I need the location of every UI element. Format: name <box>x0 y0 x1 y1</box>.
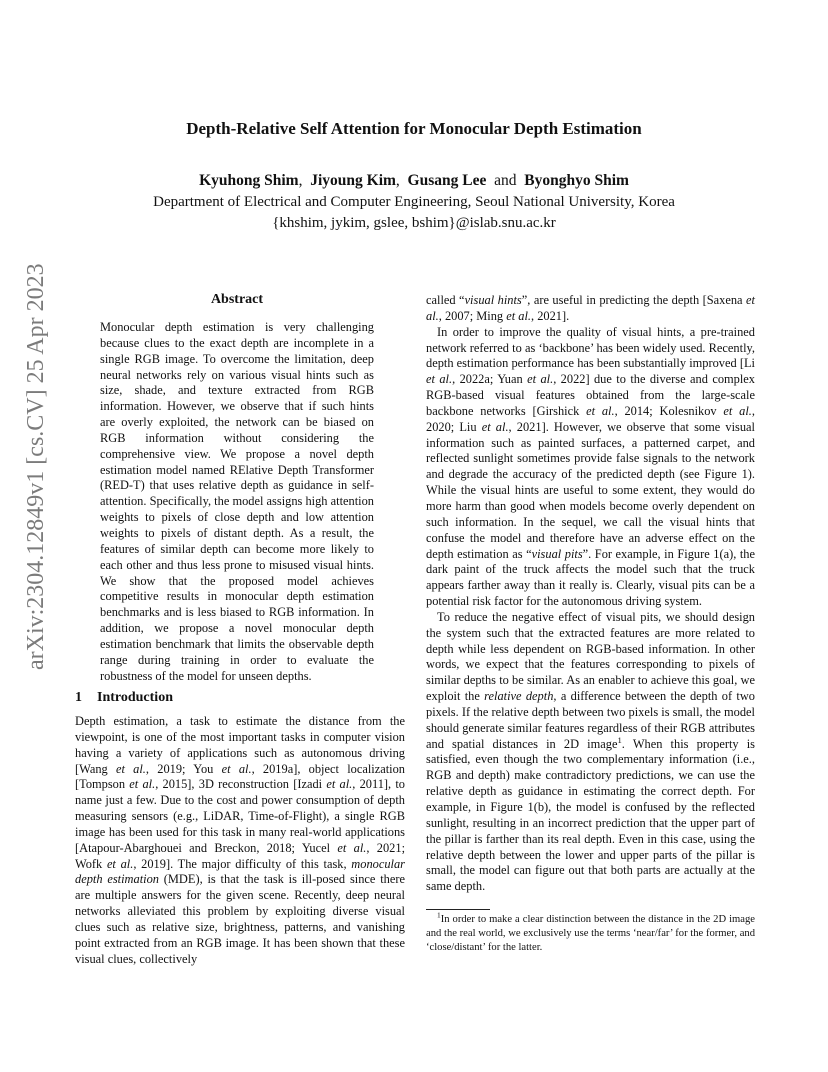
section-heading-introduction <box>75 689 405 707</box>
abstract-heading: Abstract <box>210 292 264 307</box>
footnote-number: 1 <box>437 910 441 920</box>
abstract-text: Monocular depth estimation is very challenging because clues to the exact depth are incomplete in a single RGB image. To overcome the limitation, deep neural networks rely on various visual hints such as size, shade, and texture extracted from RGB information. However, we observe that if such hints are overly exploited, the network can be biased on RGB information without considering the comprehensive view. We propose a novel depth estimation model named RElative Depth Transformer (RED-T) that uses relative depth as guidance in self-attention. Specifically, the model assigns high attention weights to pixels of close depth and low attention weights to pixels of distant depth. As a result, the features of similar depth can become more likely to each other and thus less prone to misused visual hints. We show that the proposed model achieves competitive results in monocular depth estimation benchmarks and is less biased to RGB information. In addition, we propose a novel monocular depth estimation benchmark that limits the observable depth range during training in order to evaluate the robustness of the model for unseen depths. <box>100 320 374 683</box>
introduction-paragraph: Depth estimation, a task to estimate the distance from the viewpoint, is one of the most important tasks in computer vision having a variety of applications such as autonomous driving [Wang et al., 2019; You et al., 2019a], object localization [Tompson et al., 2015], 3D reconstruction [Izadi et al., 2011], to name just a few. Due to the cost and power consumption of depth measuring sensors (e.g., LiDAR, Time-of-Flight), a single RGB image has been used for this task in many real-world applications [Atapour-Abarghouei and Breckon, 2018; Yucel et al., 2021; Wofk et al., 2019]. The major difficulty of this task, monocular depth estimation (MDE), is that the task is ill-posed since there are multiple answers for the given scene. Recently, deep neural networks alleviated this problem by exploiting diverse visual clues such as relative size, brightness, patterns, and vanishing point extracted from an RGB image. It has been shown that these visual clues, collectively <box>75 714 406 966</box>
body-paragraph: called “visual hints”, are useful in predicting the depth [Saxena et al., 2007; Ming et al., 2021]. <box>426 293 755 323</box>
affiliation: Department of Electrical and Computer Engineering, Seoul National University, Korea <box>153 194 675 210</box>
body-paragraph: To reduce the negative effect of visual pits, we should design the system such that the extracted features are more related to depth while less dependent on RGB-based information. In other words, we expect that the features corresponding to pixels of similar depths to be similar. As an enabler to achieve this goal, we exploit the relative depth, a difference between the depth of two pixels. If the relative depth between two pixels is small, the model should generate similar features regardless of their RGB attributes and spatial distances in 2D image$^1$. When this property is satisfied, even though the two complementary information (i.e., RGB and depth) make contradictory predictions, we can use the relative depth as guidance in estimating the correct depth. For example, in Figure 1(b), the model is confused by the reflected sunlight, resulting in an incorrect prediction that the upper part of the pillar is farther than its real depth. Even in this case, using the relative depth between the lower and upper parts of the pillar is small, the model can figure out that both parts are actually at the same depth. <box>426 609 756 894</box>
footnote-rule <box>426 909 490 910</box>
author-name: Gusang Lee <box>407 172 487 189</box>
author-separator: , <box>298 172 303 189</box>
author-separator: , <box>395 172 400 189</box>
author-and: and <box>494 172 517 189</box>
author-name: Jiyoung Kim <box>310 172 396 189</box>
body-paragraph: In order to improve the quality of visual hints, a pre-trained network referred to as ‘backbone’ has been widely used. Recently, depth estimation performance has been substantially improved [Li et al., 2022a; Yuan et al., 2022] due to the diverse and complex RGB-based visual features obtained from the large-scale backbone networks [Girshick et al., 2014; Kolesnikov et al., 2020; Liu et al., 2021]. However, we observe that some visual information such as painted surfaces, a patterned carpet, and reflected sunlight sometimes provide false signals to the network and degrade the accuracy of the predicted depth (see Figure 1). While the visual hints are useful to some extent, they would do more harm than good when models become overly dependent on such information. In the sequel, we call the visual hints that confuse the model and therefore have an adverse effect on the depth estimation as “visual pits”. For example, in Figure 1(a), the dark paint of the truck affects the model such that the truck appears farther away than it really is. Clearly, visual pits can be a potential risk factor for the autonomous driving system. <box>426 324 756 609</box>
footnote-text: In order to make a clear distinction between the distance in the 2D image and the real world, we exclusively use the terms ‘near/far’ for the former, and ‘close/distant’ for the latter. <box>426 914 755 953</box>
paper-title: Depth-Relative Self Attention for Monocular Depth Estimation <box>186 119 642 138</box>
author-name: Kyuhong Shim <box>199 172 299 189</box>
arxiv-stamp: arXiv:2304.12849v1 [cs.CV] 25 Apr 2023 <box>23 263 49 670</box>
author-name: Byonghyo Shim <box>524 172 629 189</box>
author-emails: {khshim, jykim, gslee, bshim}@islab.snu.ac.kr <box>272 215 556 231</box>
footnote <box>426 910 755 955</box>
footnote-marker: 1 <box>617 734 622 745</box>
author-list <box>0 171 828 191</box>
section-title: Introduction <box>97 690 173 705</box>
right-column <box>426 293 755 895</box>
section-number: 1 <box>75 690 82 705</box>
